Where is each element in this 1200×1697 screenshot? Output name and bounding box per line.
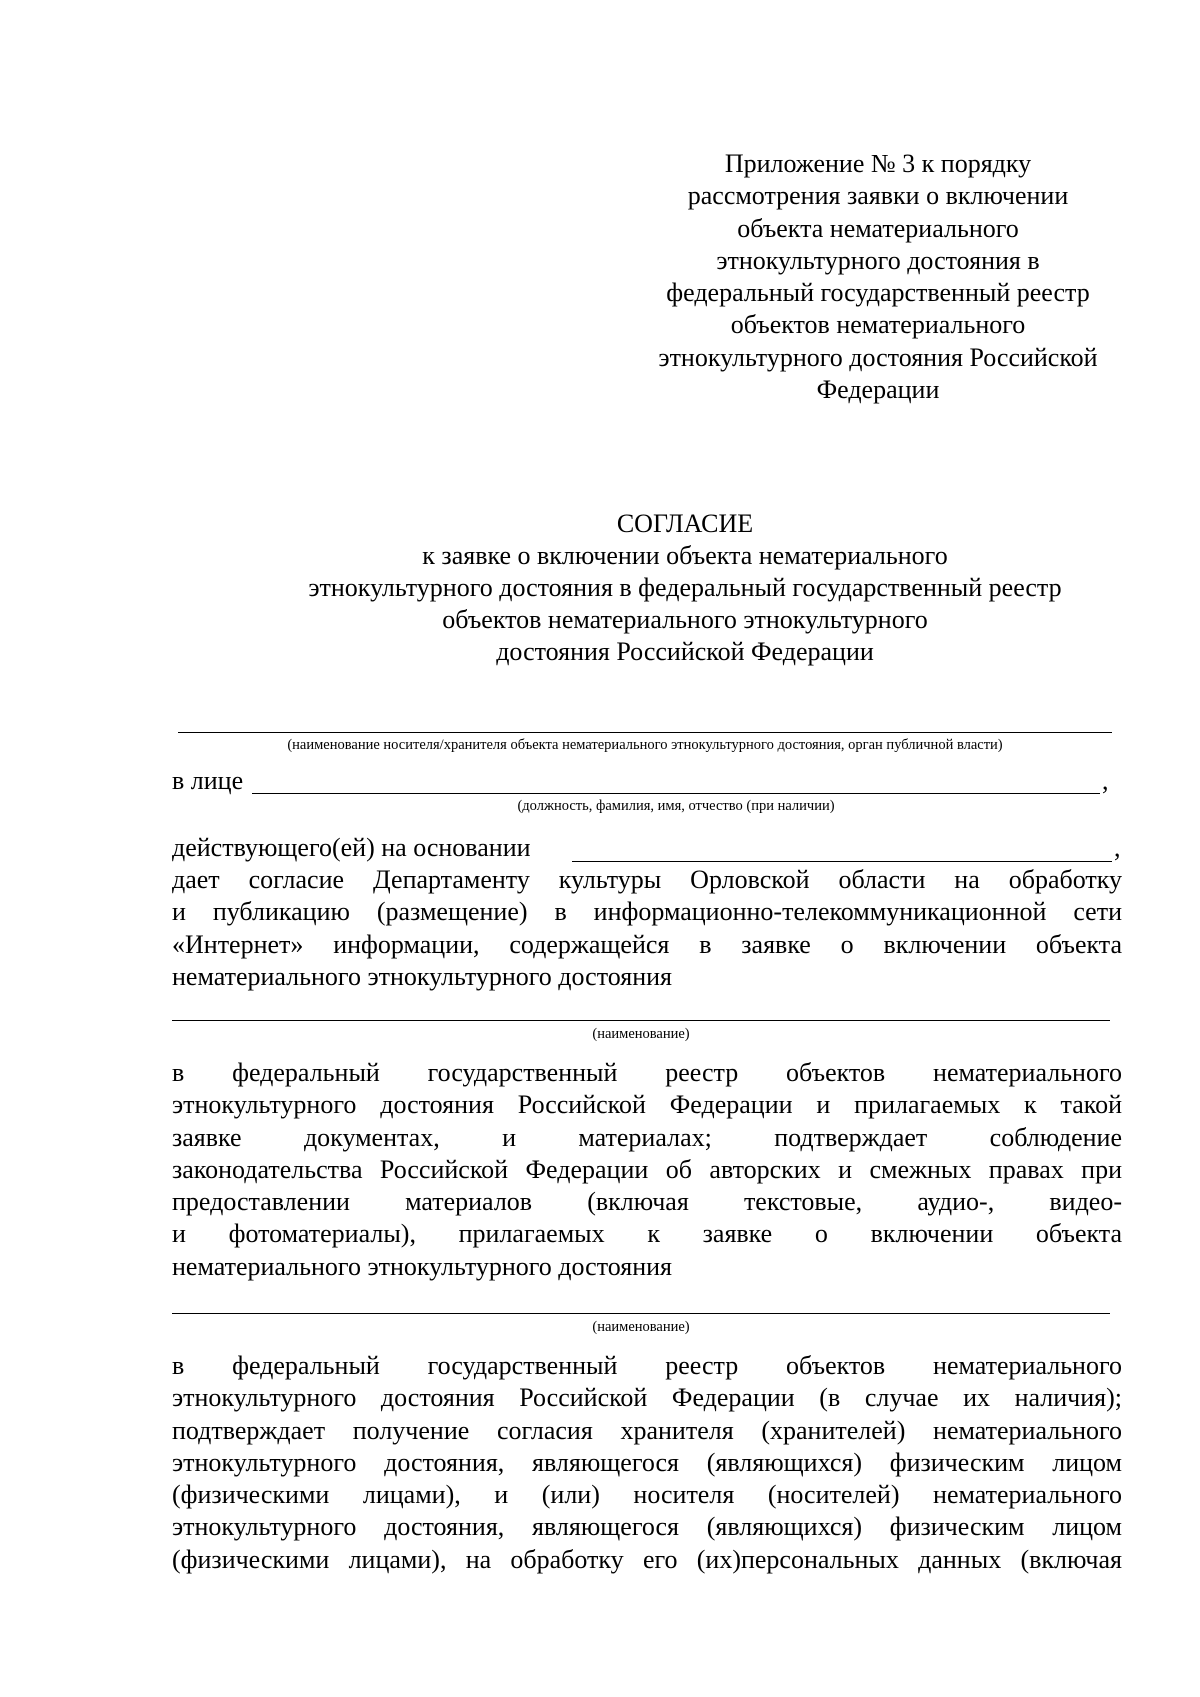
appendix-line: Федерации [816,375,940,405]
paragraph-line: и фотоматериалы), прилагаемых к заявке о включении объекта [172,1219,1122,1249]
title-line: объектов нематериального этнокультурного [442,605,928,634]
paragraph-line: этнокультурного достояния, являющегося (являющихся) физическим лицом [172,1447,1122,1477]
paragraph-line: нематериального этнокультурного достояния [172,961,672,991]
appendix-line: объекта нематериального [737,213,1019,243]
position-line [252,793,1100,794]
consent-paragraph-3 [172,1350,1122,1576]
paragraph-line: предоставлении материалов (включая текстовые, аудио-, видео- [172,1187,1122,1217]
object-name-caption-1: (наименование) [592,1026,690,1042]
appendix-line: федеральный государственный реестр [666,278,1090,308]
paragraph-line: в федеральный государственный реестр объектов нематериального [172,1351,1122,1380]
position-line-comma: , [1102,766,1109,795]
appendix-line: этнокультурного достояния Российской [658,342,1098,372]
paragraph-line: в федеральный государственный реестр объектов нематериального [172,1058,1122,1087]
paragraph-line: этнокультурного достояния Российской Федерации и прилагаемых к такой [172,1090,1122,1120]
title-heading: СОГЛАСИЕ [616,509,754,538]
appendix-note [628,148,1128,406]
appendix-line: этнокультурного достояния в [716,245,1040,275]
paragraph-line: законодательства Российской Федерации об авторских и смежных правах при [172,1154,1122,1184]
paragraph-line: дает согласие Департаменту культуры Орловской области на обработку [172,865,1122,894]
consent-paragraph-2 [172,1057,1122,1283]
basis-line-comma: , [1114,833,1121,862]
appendix-line: объектов нематериального [730,310,1026,340]
consent-paragraph-1 [172,864,1122,993]
paragraph-line: этнокультурного достояния, являющегося (являющихся) физическим лицом [172,1512,1122,1542]
title-line: достояния Российской Федерации [496,637,874,666]
in-person-label: в лице [172,766,244,795]
object-name-line-2 [172,1313,1110,1314]
position-caption: (должность, фамилия, имя, отчество (при наличии) [517,798,835,814]
appendix-line: Приложение № 3 к порядку [724,149,1032,178]
basis-line [572,861,1112,862]
paragraph-line: нематериального этнокультурного достояния [172,1251,672,1281]
paragraph-line: «Интернет» информации, содержащейся в заявке о включении объекта [172,929,1122,959]
object-name-caption-2: (наименование) [592,1319,690,1335]
object-name-line-1 [172,1020,1110,1021]
acting-label: действующего(ей) на основании [172,833,531,862]
title-line: этнокультурного достояния в федеральный государственный реестр [308,573,1062,602]
appendix-line: рассмотрения заявки о включении [687,181,1069,211]
paragraph-line: подтверждает получение согласия хранителя (хранителей) нематериального [172,1415,1122,1445]
paragraph-line: (физическими лицами), на обработку его (их)персональных данных (включая [172,1544,1122,1574]
document-title [200,508,1170,668]
paragraph-line: (физическими лицами), и (или) носителя (носителей) нематериального [172,1480,1122,1510]
holder-caption: (наименование носителя/хранителя объекта нематериального этнокультурного достояния, орган публичной власти) [287,737,1003,753]
paragraph-line: этнокультурного достояния Российской Федерации (в случае их наличия); [172,1383,1122,1413]
title-line: к заявке о включении объекта нематериального [422,541,948,570]
paragraph-line: и публикацию (размещение) в информационно-телекоммуникационной сети [172,897,1122,927]
paragraph-line: заявке документах, и материалах; подтверждает соблюдение [172,1122,1122,1152]
holder-name-line [178,732,1112,733]
